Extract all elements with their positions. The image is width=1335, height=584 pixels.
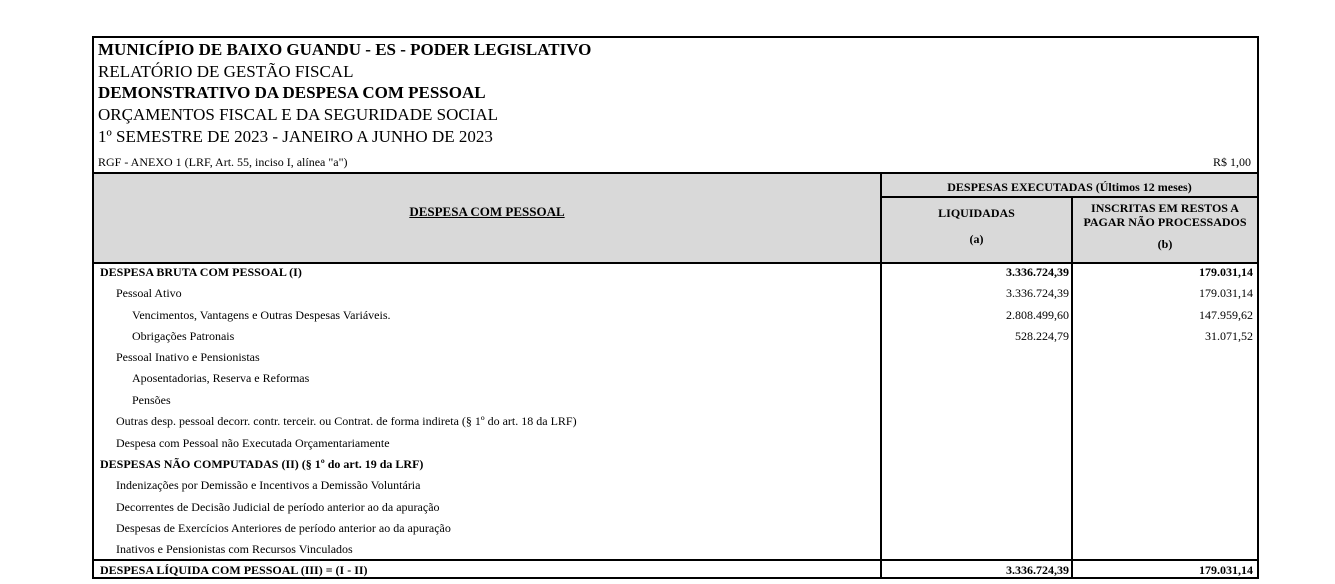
total-label: DESPESA LÍQUIDA COM PESSOAL (III) = (I - II) [100,563,368,577]
row-label-not-executed: Despesa com Pessoal não Executada Orçamentariamente [116,436,390,450]
row-value-b: 179.031,14 [1199,265,1253,279]
header-main-label: DESPESA COM PESSOAL [409,204,565,219]
row-label-linked-resources: Inativos e Pensionistas com Recursos Vinculados [116,542,353,556]
statement-title: DEMONSTRATIVO DA DESPESA COM PESSOAL [98,83,486,102]
row-label-gross-expense: DESPESA BRUTA COM PESSOAL (I) [100,265,302,279]
annex-reference: RGF - ANEXO 1 (LRF, Art. 55, inciso I, alínea "a") [98,155,348,169]
budget-scope: ORÇAMENTOS FISCAL E DA SEGURIDADE SOCIAL [98,105,499,124]
row-label-outsourced: Outras desp. pessoal decorr. contr. terceir. ou Contrat. de forma indireta (§ 1º do art. 18 da LRF) [116,414,577,428]
row-label-retirements: Aposentadorias, Reserva e Reformas [132,371,310,385]
row-label-severance: Indenizações por Demissão e Incentivos a Demissão Voluntária [116,478,421,492]
row-value-b: 179.031,14 [1199,286,1253,300]
report-frame [92,36,1259,579]
total-top-rule [94,559,1257,561]
row-label-judicial: Decorrentes de Decisão Judicial de período anterior ao da apuração [116,500,440,514]
row-label-active-staff: Pessoal Ativo [116,286,182,300]
total-value-b: 179.031,14 [1199,563,1253,577]
header-col-b-sub: (b) [1157,237,1173,251]
currency-unit: R$ 1,00 [1212,155,1251,169]
row-label-inactive-pensioners: Pessoal Inativo e Pensionistas [116,350,260,364]
row-value-b: 147.959,62 [1199,308,1253,322]
row-label-employer-contributions: Obrigações Patronais [132,329,235,343]
column-divider-ab [1071,198,1073,579]
row-value-a: 2.808.499,60 [1006,308,1069,322]
municipality-title: MUNICÍPIO DE BAIXO GUANDU - ES - PODER LEGISLATIVO [98,40,592,59]
header-col-b-title-2: PAGAR NÃO PROCESSADOS [1083,215,1247,229]
row-value-a: 3.336.724,39 [1006,286,1069,300]
header-col-b-title-1: INSCRITAS EM RESTOS A [1091,201,1239,215]
total-value-a: 3.336.724,39 [1006,563,1069,577]
row-value-a: 3.336.724,39 [1006,265,1069,279]
header-col-a-sub: (a) [969,232,984,246]
report-name: RELATÓRIO DE GESTÃO FISCAL [98,62,354,81]
header-col-a-title: LIQUIDADAS [938,206,1015,220]
row-label-salaries: Vencimentos, Vantagens e Outras Despesas Variáveis. [132,308,391,322]
row-value-a: 528.224,79 [1015,329,1069,343]
expense-table [94,172,1257,579]
row-value-b: 31.071,52 [1205,329,1253,343]
header-bottom-rule [94,262,1257,264]
row-label-pensions: Pensões [132,393,171,407]
header-group-label: DESPESAS EXECUTADAS (Últimos 12 meses) [947,180,1192,194]
header-group-rule [882,196,1257,198]
row-label-not-computed: DESPESAS NÃO COMPUTADAS (II) (§ 1º do art. 19 da LRF) [100,457,424,471]
period: 1º SEMESTRE DE 2023 - JANEIRO A JUNHO DE 2023 [98,127,493,146]
row-label-previous-years: Despesas de Exercícios Anteriores de período anterior ao da apuração [116,521,451,535]
